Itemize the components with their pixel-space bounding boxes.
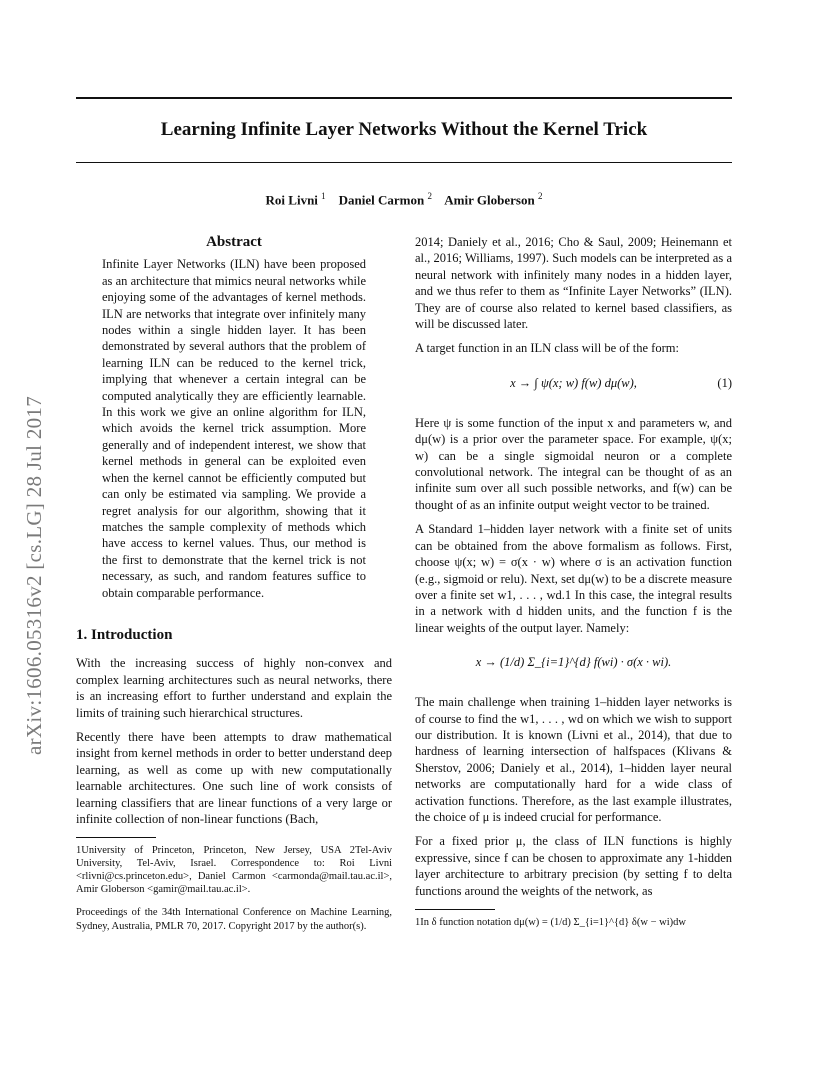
paragraph: The main challenge when training 1–hidden layer networks is of course to find the w1, . . . , wd on which we wish to support our distribution. It is known (Livni et al., 2014), that due to hardness of learning intersection of halfspaces (Klivans & Sherstov, 2006; Daniely et al., 2014), 1–hidden layer neural networks are computationally hard for a wide class of activation functions. Therefore, as the last example illustrates, the choice of μ is indeed crucial for performance.: [415, 695, 732, 824]
left-column: [76, 234, 392, 933]
equation-2: [415, 644, 732, 684]
abstract-text: Infinite Layer Networks (ILN) have been proposed as an architecture that mimics neural networks while enjoying some of the advantages of kernel methods. ILN are networks that integrate over infinitely many nodes within a single hidden layer. It has been demonstrated by several authors that the problem of learning ILN can be reduced to the kernel trick, implying that whenever a certain integral can be computed analytically they are efficiently learnable. In this work we give an online algorithm for ILN, which avoids the kernel trick assumption. More generally and of independent interest, we show that kernel methods in general can be exploited even when the kernel cannot be efficiently computed but can only be estimated via sampling. We provide a regret analysis for our algorithm, showing that it matches the sample complexity of methods which have access to kernel values. Thus, our method is the first to demonstrate that the kernel trick is not necessary, as such, and random features suffice to obtain comparable performance.: [102, 257, 366, 600]
title-rule-bottom: [76, 162, 732, 163]
footnote-rule: [415, 909, 495, 910]
equation-body: x → (1/d) Σ_{i=1}^{d} f(wi) · σ(x · wi).: [475, 655, 672, 670]
paper-title: Learning Infinite Layer Networks Without the Kernel Trick: [160, 119, 648, 140]
title-rule-top: [76, 97, 732, 99]
paragraph: For a fixed prior μ, the class of ILN functions is highly expressive, since f can be chosen to approximate any 1-hidden layer architecture to arbitrary precision (by setting f to delta functions around the weights of the network, as: [415, 834, 732, 898]
affiliation-footnote: 1University of Princeton, Princeton, New Jersey, USA 2Tel-Aviv University, Tel-Aviv, Israel. Correspondence to: Roi Livni <rlivni@cs.princeton.edu>, Daniel Carmon <carmonda@mail.tau.ac.il>, Amir Globerson <gamir@mail.tau.ac.il>.: [76, 845, 392, 896]
right-column: [415, 234, 732, 929]
paragraph: Here ψ is some function of the input x and parameters w, and dμ(w) is a prior over the parameter space. For example, ψ(x; w) can be a single sigmoidal neuron or a complete convolutional network. The integral can be thought of as an infinite sum over all such possible networks, and f(w) can be thought of as an infinite output weight vector to be trained.: [415, 415, 732, 512]
paragraph: A target function in an ILN class will be of the form:: [415, 341, 679, 356]
proceedings-note: Proceedings of the 34th International Conference on Machine Learning, Sydney, Australia, PMLR 70, 2017. Copyright 2017 by the author(s).: [76, 907, 392, 932]
author-list: [76, 191, 732, 208]
author-affiliation-mark: 2: [427, 191, 432, 201]
paragraph: Recently there have been attempts to draw mathematical insight from kernel methods in order to better understand deep learning, as well as come up with new computationally learnable architectures. One such line of work consists of learning classifiers that are linear functions of a very large or infinite collection of non-linear functions (Bach,: [76, 729, 392, 826]
introduction-heading: 1. Introduction: [76, 626, 173, 643]
author-affiliation-mark: 1: [321, 191, 326, 201]
abstract-heading: Abstract: [206, 234, 262, 250]
author-name: Daniel Carmon: [338, 192, 425, 208]
author-name: Roi Livni: [265, 192, 318, 208]
delta-footnote: 1In δ function notation dμ(w) = (1/d) Σ_{i=1}^{d} δ(w − wi)dw: [415, 917, 686, 928]
author-name: Amir Globerson: [444, 192, 535, 208]
equation-body: x → ∫ ψ(x; w) f(w) dμ(w),: [510, 375, 637, 390]
paragraph: 2014; Daniely et al., 2016; Cho & Saul, 2009; Heinemann et al., 2016; Williams, 1997). Such models can be interpreted as a neural network with infinitely many nodes in a hidden layer, and we thus refer to them as “Infinite Layer Networks” (ILN). They are of course also related to kernel based classifiers, as will be discussed later.: [415, 235, 732, 332]
equation-1: [415, 365, 732, 405]
paragraph: A Standard 1–hidden layer network with a finite set of units can be obtained from the above formalism as follows. First, choose ψ(x; w) = σ(x · w) where σ is an activation function (e.g., sigmoid or relu). Next, set dμ(w) to be a discrete measure over a finite set w1, . . . , wd.1 In this case, the integral results in a network with d hidden units, and the function f is the linear weights of the output layer. Namely:: [415, 522, 732, 635]
author-affiliation-mark: 2: [537, 191, 543, 201]
footnote-rule: [76, 837, 156, 838]
equation-number: (1): [717, 375, 732, 390]
arxiv-stamp: arXiv:1606.05316v2 [cs.LG] 28 Jul 2017: [22, 395, 46, 755]
paragraph: With the increasing success of highly non-convex and complex learning architectures such as neural networks, there is an increasing effort to further understand and explain the limits of training such hierarchical structures.: [76, 656, 392, 720]
